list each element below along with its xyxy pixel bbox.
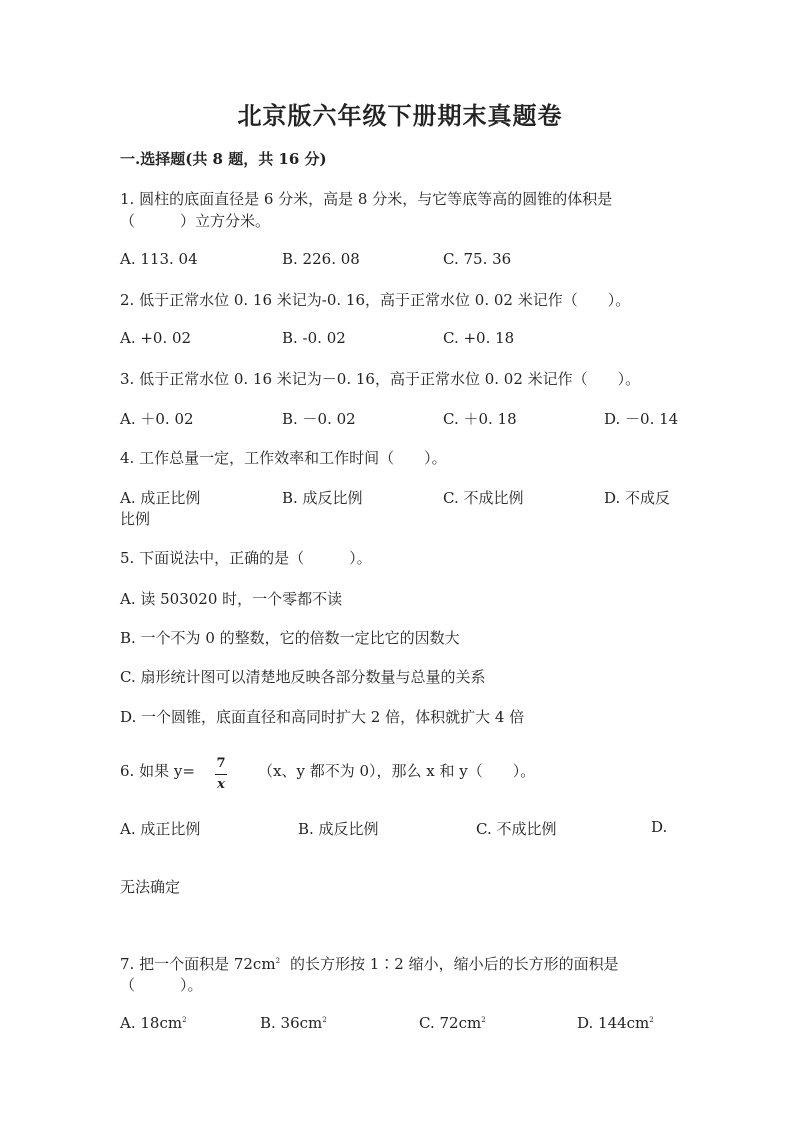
question-5-text: 5. 下面说法中，正确的是（ ）。 — [120, 549, 372, 567]
question-7-text-cont: （ ）。 — [120, 976, 203, 994]
fraction-denominator: x — [217, 777, 225, 792]
question-3-option-b: B. －0. 02 — [282, 410, 356, 428]
question-2-text: 2. 低于正常水位 0. 16 米记为-0. 16，高于正常水位 0. 02 米记作（ ）。 — [120, 291, 631, 309]
question-6-text-start: 6. 如果 y= — [120, 762, 195, 780]
question-7-option-a — [120, 1014, 187, 1032]
question-3-option-a: A. ＋0. 02 — [120, 410, 194, 428]
question-4-text: 4. 工作总量一定，工作效率和工作时间（ ）。 — [120, 449, 447, 467]
question-6-option-d-wrap: 无法确定 — [120, 878, 181, 896]
question-6-option-c: C. 不成比例 — [476, 820, 557, 838]
question-3-text: 3. 低于正常水位 0. 16 米记为－0. 16，高于正常水位 0. 02 米记作（ ）。 — [120, 370, 641, 388]
fraction-bar — [215, 774, 227, 775]
question-7-option-c-label: C. 72cm — [419, 1014, 482, 1032]
question-1-text: 1. 圆柱的底面直径是 6 分米，高是 8 分米，与它等底等高的圆锥的体积是 — [120, 190, 613, 208]
question-5-option-b: B. 一个不为 0 的整数，它的倍数一定比它的因数大 — [120, 629, 460, 647]
question-5-option-d: D. 一个圆锥，底面直径和高同时扩大 2 倍，体积就扩大 4 倍 — [120, 708, 525, 726]
question-3-option-d: D. －0. 14 — [604, 410, 679, 428]
question-2-option-a: A. +0. 02 — [120, 329, 192, 347]
question-2-option-c: C. +0. 18 — [443, 329, 515, 347]
question-6-option-b: B. 成反比例 — [298, 820, 379, 838]
section-heading: 一.选择题(共 8 题，共 16 分) — [120, 150, 327, 168]
question-4-option-d-wrap: 比例 — [120, 510, 151, 528]
question-1-option-c: C. 75. 36 — [443, 250, 512, 268]
page-title: 北京版六年级下册期末真题卷 — [237, 101, 563, 130]
question-1-text-cont: （ ）立方分米。 — [120, 212, 271, 230]
question-7-option-d — [577, 1014, 654, 1032]
question-4-option-d: D. 不成反 — [604, 489, 671, 507]
question-1-option-b: B. 226. 08 — [282, 250, 360, 268]
question-6-option-d: D. — [651, 818, 668, 836]
area-unit-superscript: 2 — [481, 1016, 486, 1024]
question-4-option-a: A. 成正比例 — [120, 489, 201, 507]
question-1-option-a: A. 113. 04 — [120, 250, 198, 268]
question-7-option-b — [260, 1014, 327, 1032]
question-5-option-c: C. 扇形统计图可以清楚地反映各部分数量与总量的关系 — [120, 668, 486, 686]
question-5-option-a: A. 读 503020 时，一个零都不读 — [120, 590, 343, 608]
question-4-option-b: B. 成反比例 — [282, 489, 363, 507]
question-4-option-c: C. 不成比例 — [443, 489, 524, 507]
fraction-seven-over-x — [214, 756, 228, 793]
question-7-option-b-label: B. 36cm — [260, 1014, 323, 1032]
question-6-text-end: （x、y 都不为 0），那么 x 和 y（ ）。 — [258, 762, 536, 780]
question-7-option-a-label: A. 18cm — [120, 1014, 183, 1032]
question-7-text-a: 7. 把一个面积是 72cm — [120, 955, 276, 973]
question-7-option-c — [419, 1014, 486, 1032]
area-unit-superscript: 2 — [322, 1016, 327, 1024]
question-3-option-c: C. ＋0. 18 — [443, 410, 517, 428]
question-7-text-end: 的长方形按 1∶2 缩小，缩小后的长方形的面积是 — [290, 955, 619, 973]
area-unit-superscript: 2 — [182, 1016, 187, 1024]
question-2-option-b: B. -0. 02 — [282, 329, 346, 347]
fraction-numerator: 7 — [216, 756, 226, 771]
area-unit-superscript: 2 — [649, 1016, 654, 1024]
question-7-option-d-label: D. 144cm — [577, 1014, 650, 1032]
question-6-option-a: A. 成正比例 — [120, 820, 201, 838]
area-unit-superscript: 2 — [275, 957, 281, 965]
question-7-text-start — [120, 953, 280, 974]
